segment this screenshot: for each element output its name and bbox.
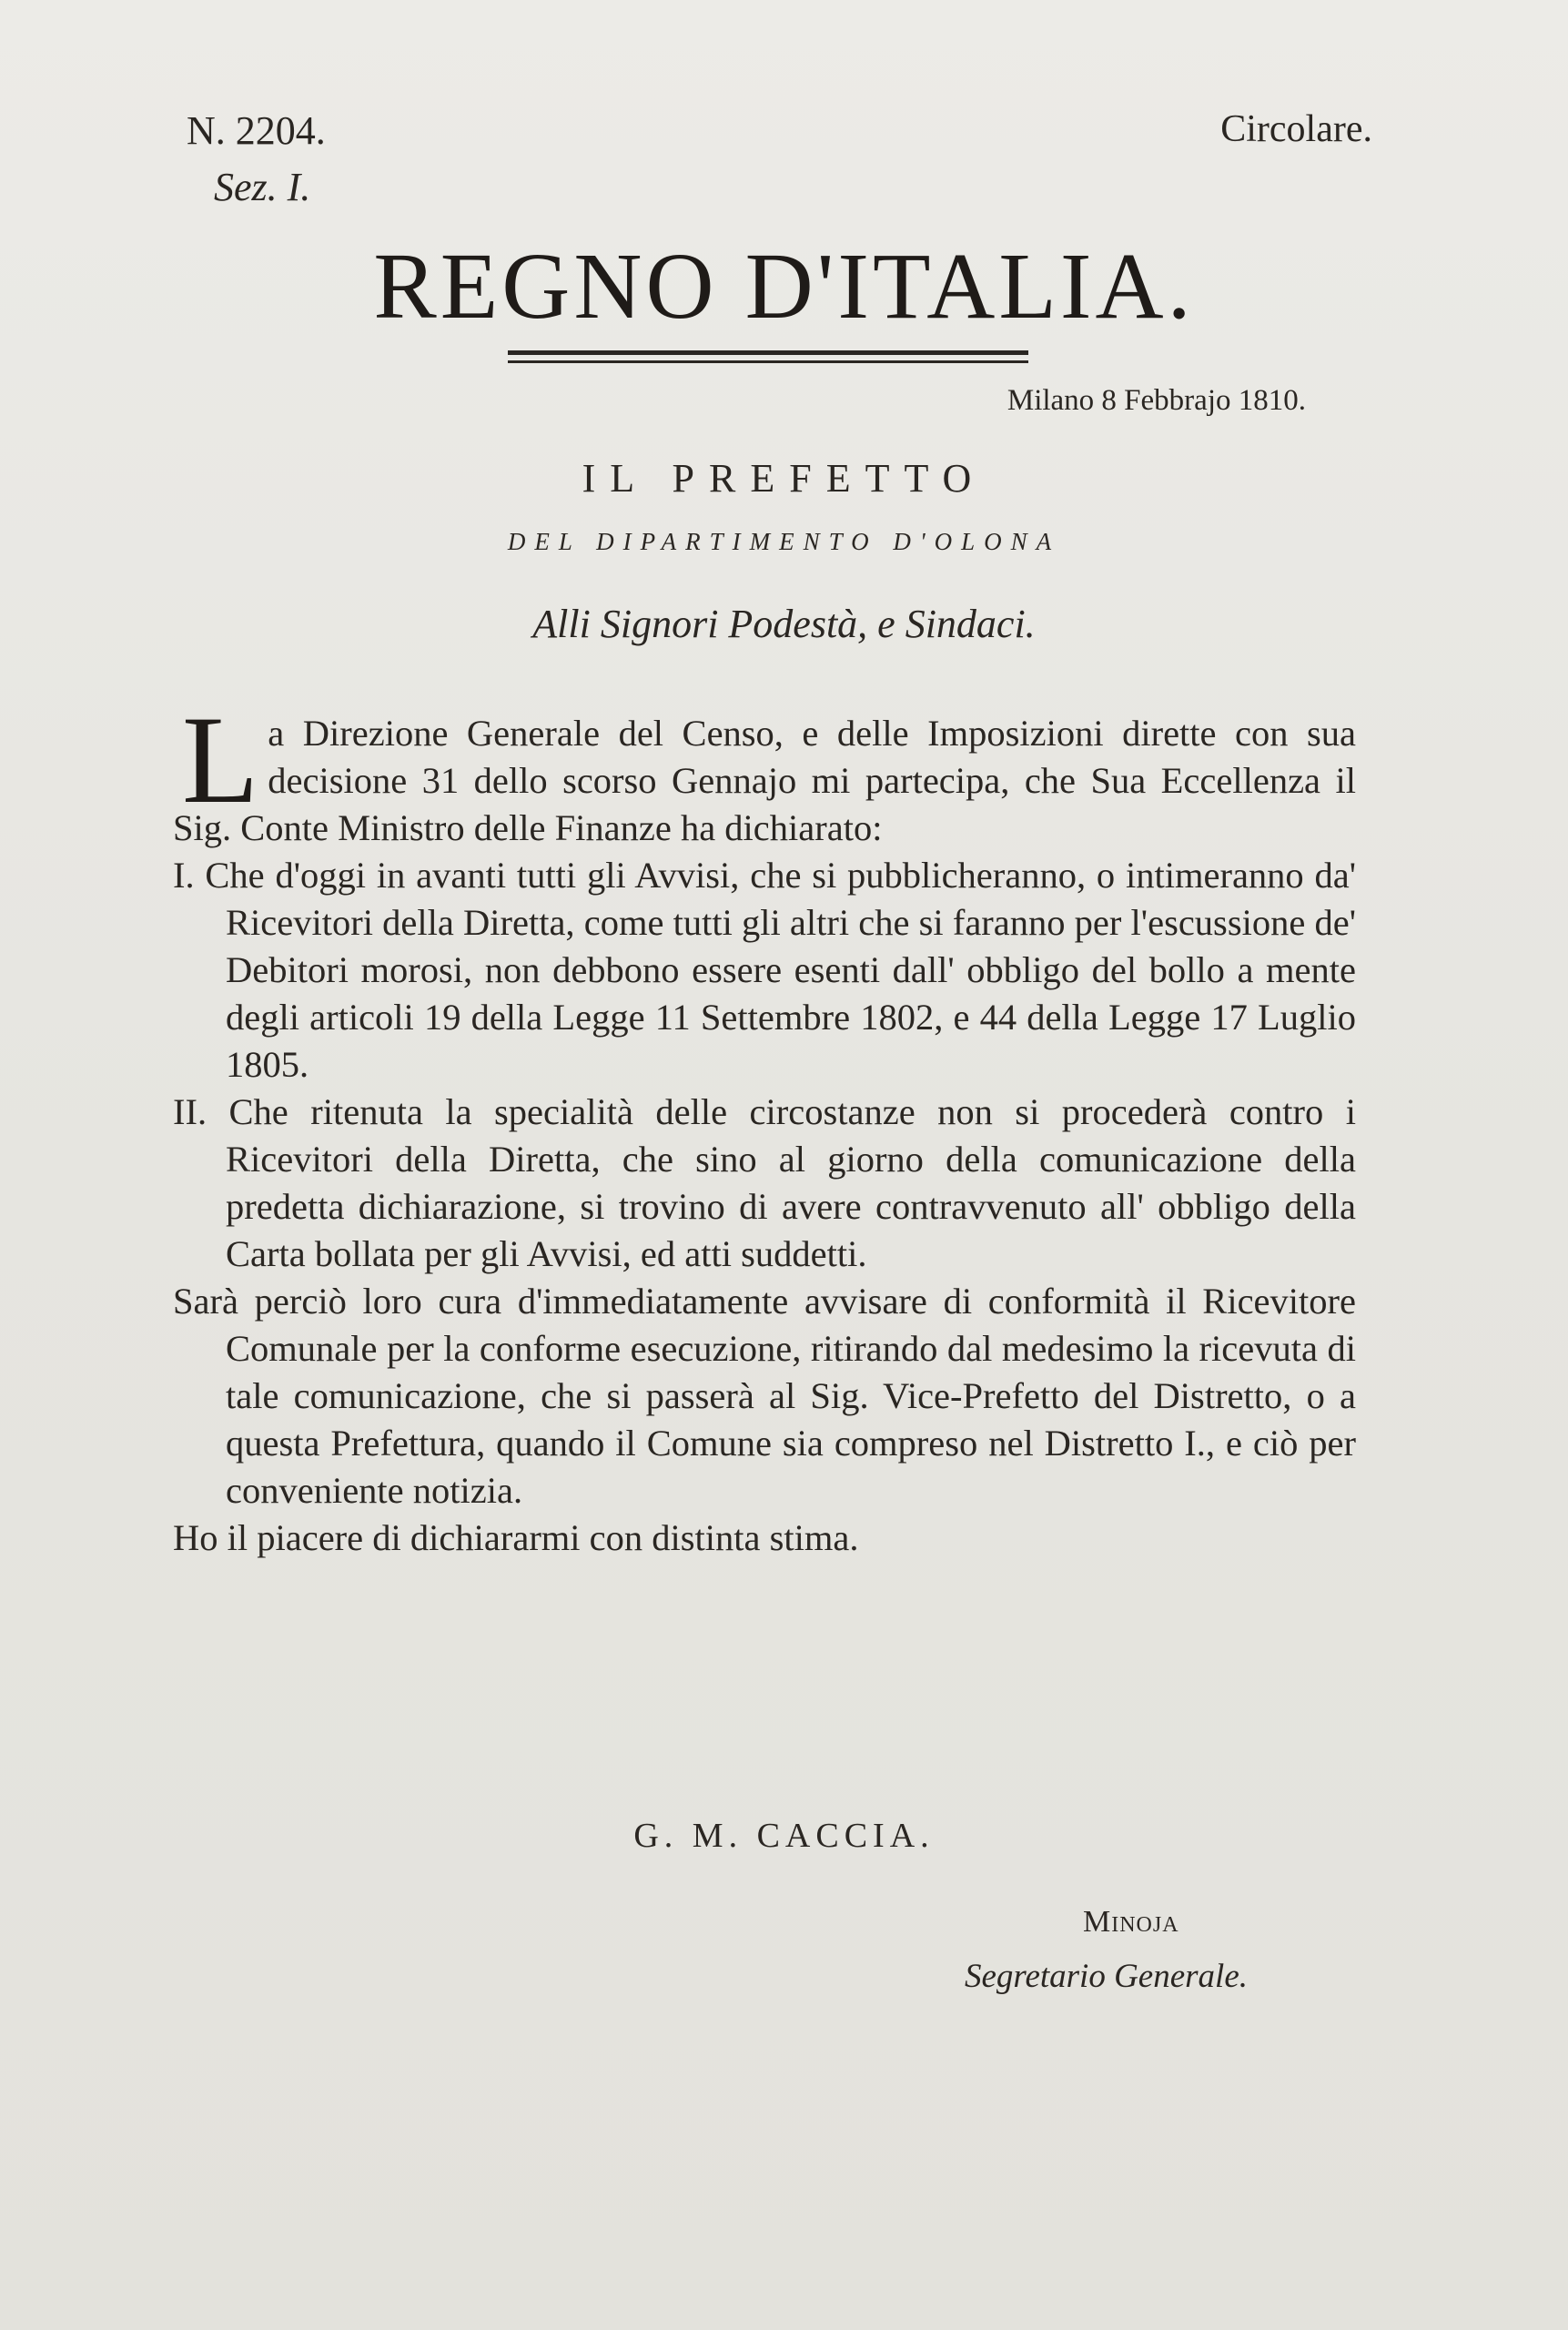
point-two: II. Che ritenuta la specialità delle circostanze non si procederà contro i Ricevitori della Diretta, che sino al giorno della comunicazione della predetta dichiarazione, si trovino di avere contravvenuto all' obbligo della Carta bollata per gli Avvisi, ed atti suddetti. [173,1091,1356,1274]
addressee-line: Alli Signori Podestà, e Sindaci. [532,602,1036,646]
title-rule-thin [508,360,1028,363]
drop-cap: L [182,690,259,829]
point-one: I. Che d'oggi in avanti tutti gli Avvisi, che si pubblicheranno, o intimeranno da' Ricevitori della Diretta, come tutti gli altri che si faranno per l'escussione de' Debitori morosi, non debbono essere esenti dall' obbligo del bollo a mente degli articoli 19 della Legge 11 Settembre 1802, e 44 della Legge 17 Luglio 1805. [173,855,1356,1085]
countersign-role: Segretario Generale. [965,1958,1248,1995]
prefect-signature: G. M. CACCIA. [633,1817,935,1855]
circular-number: N. 2204. [187,108,326,153]
place-date: Milano 8 Febbrajo 1810. [1007,384,1306,417]
section-label: Sez. I. [214,165,311,209]
issuer-title: IL PREFETTO [582,456,986,501]
issuer-department: DEL DIPARTIMENTO D'OLONA [507,528,1061,555]
intro-paragraph [173,690,1356,852]
circular-body [173,690,1356,1562]
document-title: REGNO D'ITALIA. [373,234,1195,339]
document-type-label: Circolare. [1220,108,1372,150]
countersign-name: Minoja [1083,1905,1179,1939]
closing-line: Ho il piacere di dichiararmi con distinta stima. [173,1517,859,1558]
title-rule-thick [508,350,1028,355]
instruction-paragraph: Sarà perciò loro cura d'immediatamente avvisare di conformità il Ricevitore Comunale per la conforme esecuzione, ritirando dal medesimo la ricevuta di tale comunicazione, che si passerà al Sig. Vice-Prefetto del Distretto, o a questa Prefettura, quando il Comune sia compreso nel Distretto I., e ciò per conveniente notizia. [173,1281,1356,1511]
intro-text: a Direzione Generale del Censo, e delle Imposizioni dirette con sua decisione 31 dello scorso Gennajo mi partecipa, che Sua Eccellenza il Sig. Conte Ministro delle Finanze ha dichiarato: [173,713,1356,848]
